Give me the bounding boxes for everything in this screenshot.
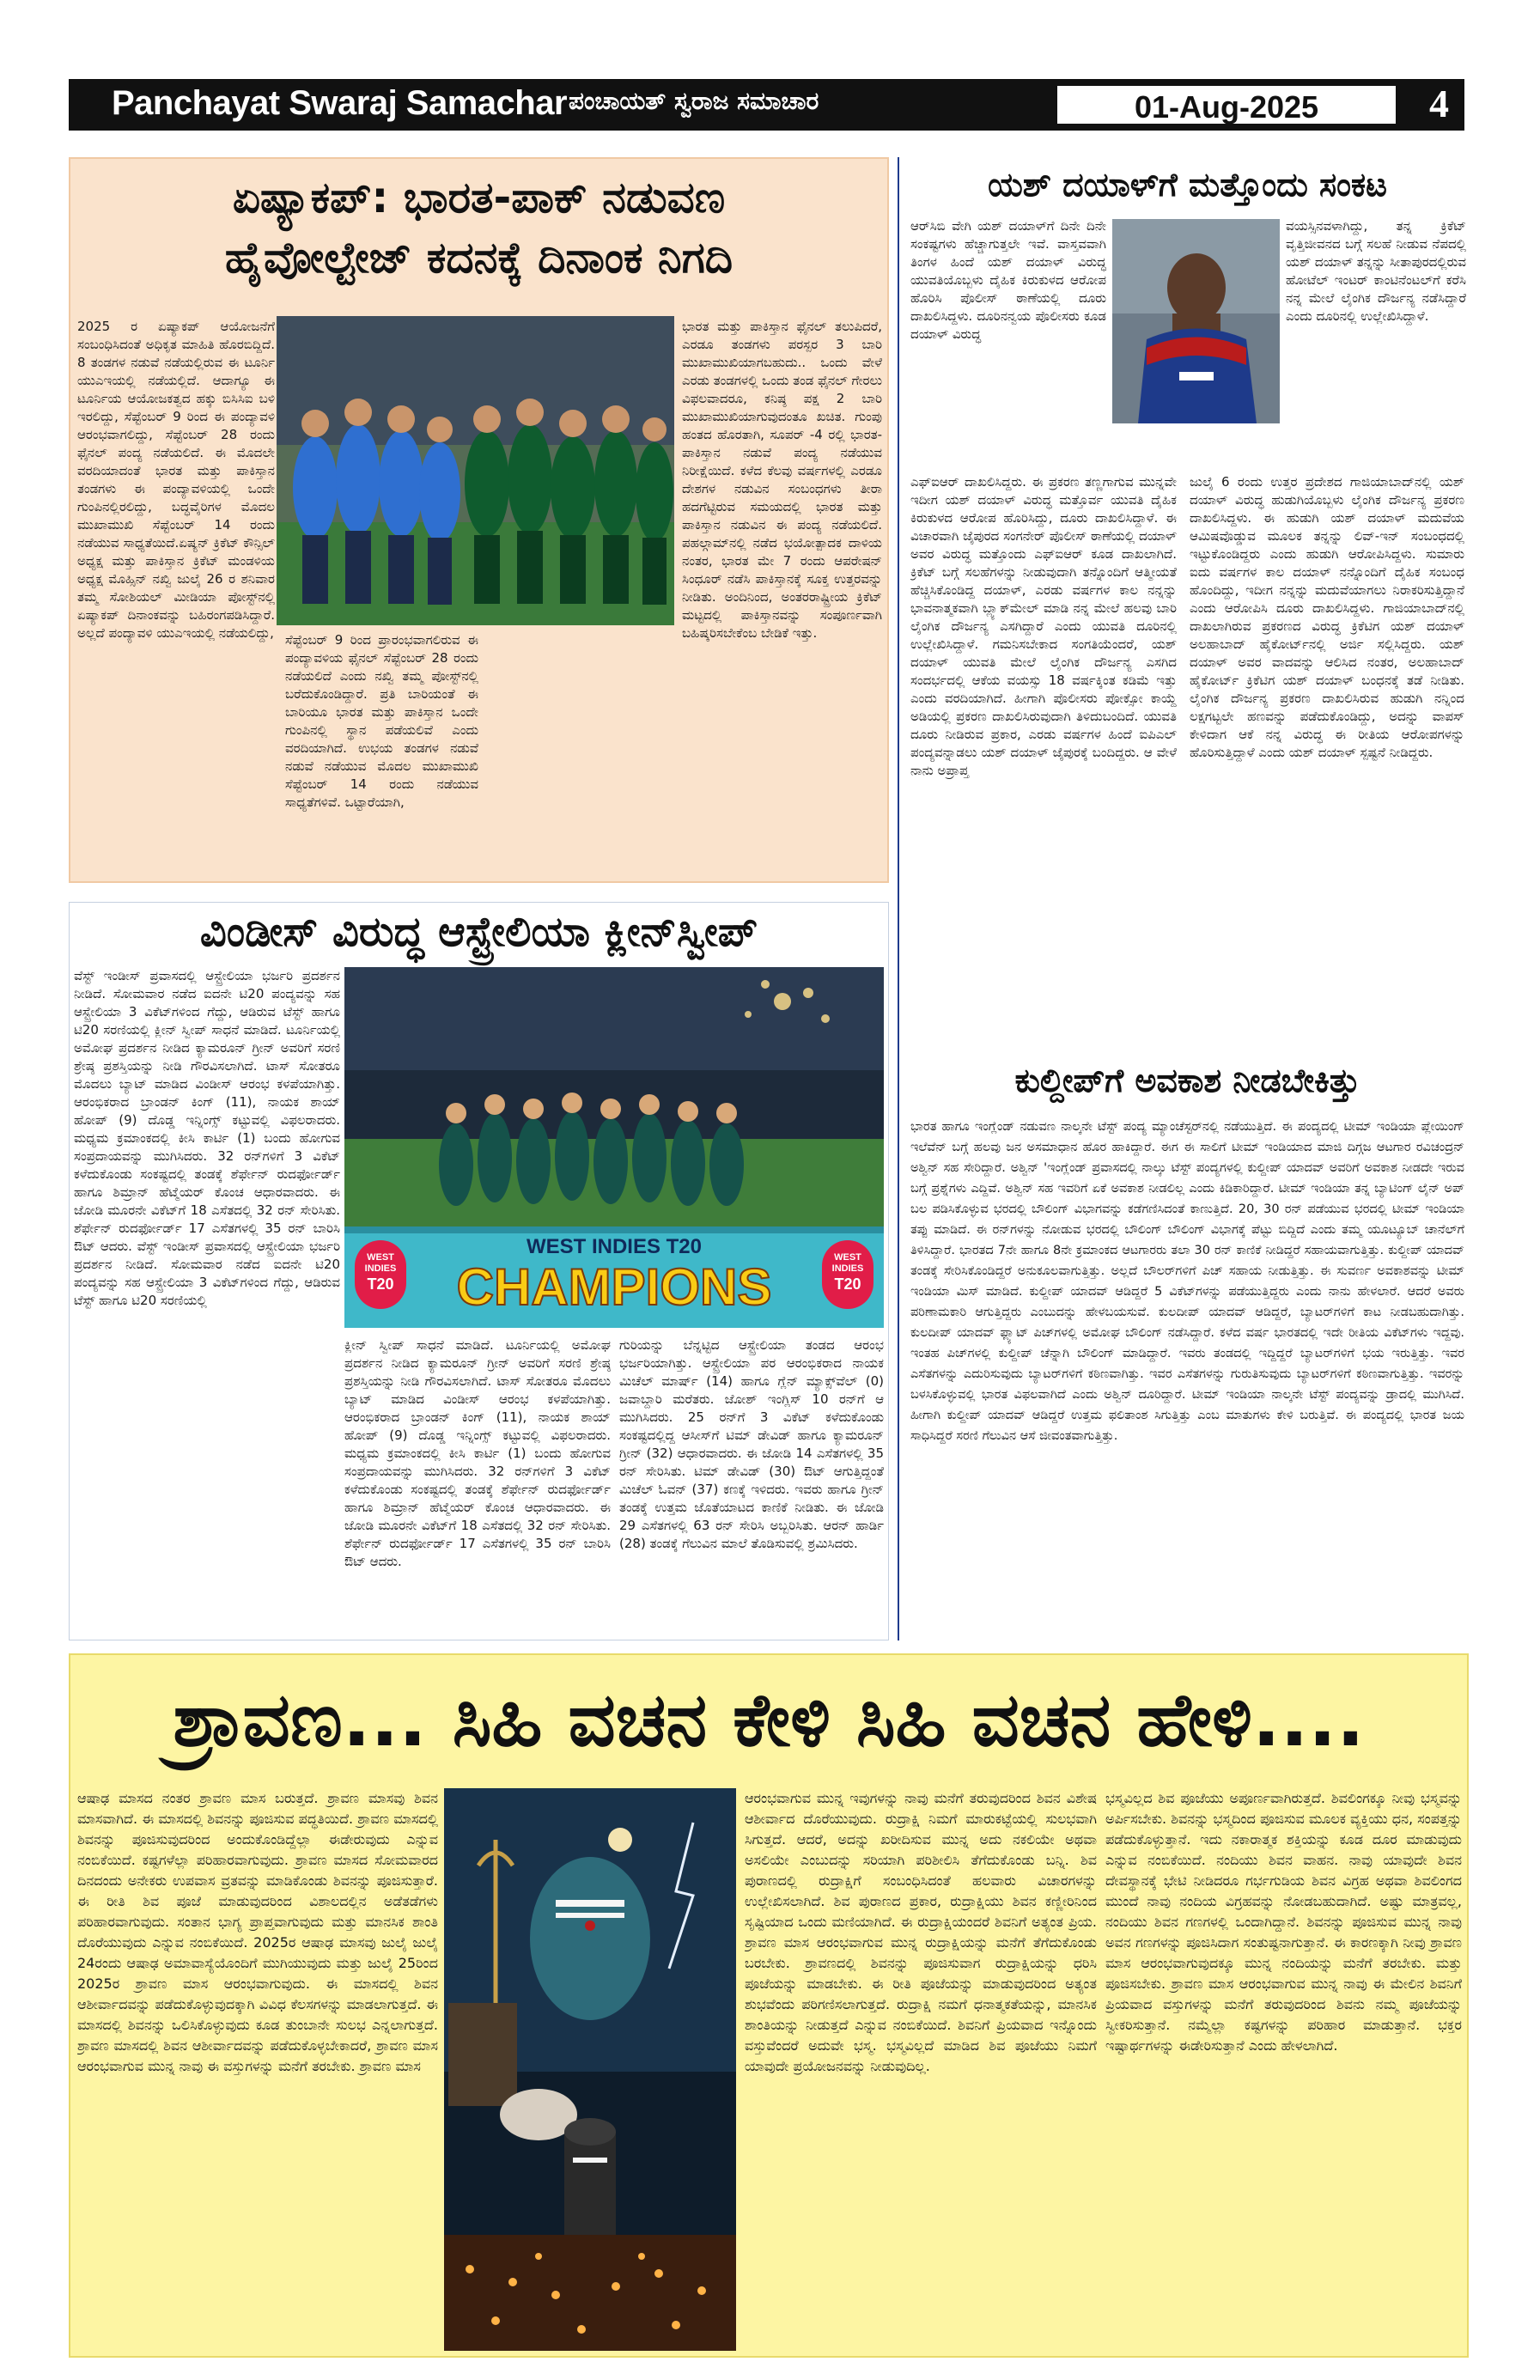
shravana-column-1: ಆಷಾಢ ಮಾಸದ ನಂತರ ಶ್ರಾವಣ ಮಾಸ ಬರುತ್ತದೆ. ಶ್ರಾವಣ ಮಾಸವು ಶಿವನ ಮಾಸವಾಗಿದೆ. ಈ ಮಾಸದಲ್ಲಿ ಶಿವನನ್ನು ಪೂಜಿಸುವ ಪದ್ಧತಿಯಿದೆ. ಶ್ರಾವಣ ಮಾಸದಲ್ಲಿ ಶಿವನನ್ನು ಪೂಜಿಸುವುದರಿಂದ ಅಂದುಕೊಂಡಿದ್ದೆಲ್ಲಾ ಈಡೇರುವುದು ಎನ್ನುವ ನಂಬಿಕೆಯಿದೆ. ಕಷ್ಟಗಳೆಲ್ಲಾ ಪರಿಹಾರವಾಗುವುದು. ಶ್ರಾವಣ ಮಾಸದ ಸೋಮವಾರದ ದಿನದಂದು ಅನೇಕರು ಉಪವಾಸ ವ್ರತವನ್ನು ಮಾಡಿಕೊಂಡು ಶಿವನನ್ನು ಪೂಜಿಸುತ್ತಾರೆ. ಈ ರೀತಿ ಶಿವ ಪೂಜೆ ಮಾಡುವುದರಿಂದ ವಿಶಾಲದಲ್ಲಿನ ಅಡೆತಡೆಗಳು ಪರಿಹಾರವಾಗುವುದು. ಸಂತಾನ ಭಾಗ್ಯ ಪ್ರಾಪ್ತವಾಗುವುದು ಮತ್ತು ಮಾನಸಿಕ ಶಾಂತಿ ದೊರೆಯುವುದು ಎನ್ನುವ ನಂಬಿಕೆಯಿದೆ. 2025ರ ಆಷಾಢ ಮಾಸವು ಜುಲೈ ಜುಲೈ 24ರಂದು ಆಷಾಢ ಅಮಾವಾಸ್ಯೆಯೊಂದಿಗೆ ಮುಗಿಯುವುದು ಮತ್ತು ಜುಲೈ 25ರಿಂದ 2025ರ ಶ್ರಾವಣ ಮಾಸ ಆರಂಭವಾಗುವುದು. ಈ ಮಾಸದಲ್ಲಿ ಶಿವನ ಆಶೀರ್ವಾದವನ್ನು ಪಡೆದುಕೊಳ್ಳುವುದಕ್ಕಾಗಿ ವಿವಿಧ ಕೆಲಸಗಳನ್ನು ಮಾಡಲಾಗುತ್ತದೆ. ಈ ಮಾಸದಲ್ಲಿ ಶಿವನನ್ನು ಒಲಿಸಿಕೊಳ್ಳುವುದು ಕೂಡ ತುಂಬಾನೇ ಸುಲಭ ಎನ್ನಲಾಗುತ್ತದೆ. ಶ್ರಾವಣ ಮಾಸದಲ್ಲಿ ಶಿವನ ಆಶೀರ್ವಾದವನ್ನು ಪಡೆದುಕೊಳ್ಳಬೇಕಾದರೆ, ಶ್ರಾವಣ ಮಾಸ ಆರಂಭವಾಗುವ ಮುನ್ನ ನಾವು ಈ ವಸ್ತುಗಳನ್ನು ಮನೆಗೆ ತರಬೇಕು. ಶ್ರಾವಣ ಮಾಸ [77, 1790, 438, 2074]
west-indies-t20-logo-left: WEST INDIES T20 [355, 1240, 406, 1309]
shiva-illustration [444, 1788, 736, 2351]
kuldeep-body: ಭಾರತ ಹಾಗೂ ಇಂಗ್ಲೆಂಡ್ ನಡುವಣ ನಾಲ್ಕನೇ ಟೆಸ್ಟ್ ಪಂದ್ಯ ಮ್ಯಾಂಚೆಸ್ಟರ್‌ನಲ್ಲಿ ನಡೆಯುತ್ತಿದೆ. ಈ ಪಂದ್ಯದಲ್ಲಿ ಟೀಮ್ ಇಂಡಿಯಾ ಪ್ಲೇಯಿಂಗ್ ಇಲೆವೆನ್ ಬಗ್ಗೆ ಹಲವು ಜನ ಅಸಮಾಧಾನ ಹೊರ ಹಾಕಿದ್ದಾರೆ. ಈಗ ಈ ಸಾಲಿಗೆ ಟೀಮ್ ಇಂಡಿಯಾದ ಮಾಜಿ ದಿಗ್ಗಜ ಆಟಗಾರ ರವಿಚಂದ್ರನ್ ಅಶ್ವಿನ್ ಸಹ ಸೇರಿದ್ದಾರೆ. ಅಶ್ವಿನ್ 'ಇಂಗ್ಲೆಂಡ್ ಪ್ರವಾಸದಲ್ಲಿ ನಾಲ್ಕು ಟೆಸ್ಟ್ ಪಂದ್ಯಗಳಲ್ಲಿ ಕುಲ್ದೀಪ್ ಯಾದವ್ ಅವರಿಗೆ ಅವಕಾಶ ನೀಡದೇ ಇರುವ ಬಗ್ಗೆ ಪ್ರಶ್ನೆಗಳು ಎದ್ದಿವೆ. ಅಶ್ವಿನ್ ಸಹ ಇವರಿಗೆ ಏಕೆ ಅವಕಾಶ ನೀಡಲಿಲ್ಲ ಎಂದು ಕಿಡಿಕಾರಿದ್ದಾರೆ. ಟೀಮ್ ಇಂಡಿಯಾ ತನ್ನ ಬ್ಯಾಟಿಂಗ್ ಲೈನ್ ಅಪ್ ಬಲ ಪಡಿಸಿಕೊಳ್ಳುವ ಭರದಲ್ಲಿ ಬೌಲಿಂಗ್ ವಿಭಾಗವನ್ನು ಕಡೆಗಣಿಸಿದಂತೆ ಕಾಣುತ್ತಿದೆ. 20, 30 ರನ್ ಪಡೆಯುವ ಭರದಲ್ಲಿ ಟೀಮ್ ಇಂಡಿಯಾ ತಪ್ಪು ಮಾಡಿದೆ. ಈ ರನ್‌ಗಳನ್ನು ನೋಡುವ ಭರದಲ್ಲಿ ಬೌಲಿಂಗ್ ಬೌಲಿಂಗ್ ವಿಭಾಗಕ್ಕೆ ಪೆಟ್ಟು ಬಿದ್ದಿದೆ ಎಂದು ತಮ್ಮ ಯೂಟ್ಯೂಬ್ ಚಾನೆಲ್‌ಗೆ ತಿಳಿಸಿದ್ದಾರೆ. ಭಾರತದ 7ನೇ ಹಾಗೂ 8ನೇ ಕ್ರಮಾಂಕದ ಆಟಗಾರರು ತಲಾ 30 ರನ್ ಕಾಣಿಕೆ ನೀಡಿದ್ದರೆ ಸಹಾಯವಾಗುತ್ತಿತ್ತು. ಕುಲ್ದೀಪ್ ಯಾದವ್ ತಂಡಕ್ಕೆ ಸೇರಿಸಿಕೊಂಡಿದ್ದರೆ ಅನುಕೂಲವಾಗುತ್ತಿತ್ತು. ಅಲ್ಲದೆ ಬೌಲರ್‌ಗಳಿಗೆ ಪಿಚ್ ಸಹಾಯ ನೀಡುತ್ತಿತ್ತು. ಈ ಸುವರ್ಣ ಅವಕಾಶವನ್ನು ಟೀಮ್ ಇಂಡಿಯಾ ಮಿಸ್ ಮಾಡಿದೆ. ಕುಲ್ದೀಪ್ ಯಾದವ್ ಆಡಿದ್ದರೆ 5 ವಿಕೆಟ್‌ಗಳನ್ನು ಪಡೆಯುತ್ತಿದ್ದರು ಎಂದು ನಾನು ಹೇಳಲಾರೆ. ಆದರೆ ಅವರು ಪರಿಣಾಮಕಾರಿ ಆಗುತ್ತಿದ್ದರು ಎಂಬುದನ್ನು ಹೇಳಬಯಸುವೆ. ಕುಲದೀಪ್ ಯಾದವ್ ಆಡಿದ್ದರೆ, ಬ್ಯಾಟರ್‌ಗಳಿಗೆ ಕಾಟ ನೀಡಬಹುದಾಗಿತ್ತು. ಕುಲದೀಪ್ ಯಾದವ್ ಫ್ಲ್ಯಾಟ್ ಪಿಚ್‌ಗಳಲ್ಲಿ ಅಮೋಘ ಬೌಲಿಂಗ್ ನಡೆಸಿದ್ದಾರೆ. ಕಳೆದ ವರ್ಷ ಭಾರತದಲ್ಲಿ ಇದೇ ರೀತಿಯ ವಿಕೆಟ್‌ಗಳು ಇದ್ದವು. ಇಂತಹ ಪಿಚ್‌ಗಳಲ್ಲಿ ಕುಲ್ದೀಪ್ ಚೆನ್ನಾಗಿ ಬೌಲಿಂಗ್ ಮಾಡಿದ್ದಾರೆ. ಇವರು ತಂಡದಲ್ಲಿ ಇದ್ದಿದ್ದರೆ ಬ್ಯಾಟರ್‌ಗಳಿಗೆ ಭಯ ಇರುತ್ತಿತ್ತು. ಇವರ ಎಸೆತಗಳನ್ನು ಎದುರಿಸುವುದು ಬ್ಯಾಟರ್‌ಗಳಿಗೆ ಕಠಿಣವಾಗಿತ್ತು. ಇವರ ಎಸೆತಗಳನ್ನು ಗುರುತಿಸುವುದು ಬ್ಯಾಟರ್‌ಗಳಿಗೆ ಕಠಿಣವಾಗುತ್ತಿತ್ತು. ಇವರನ್ನು ಬಳಸಿಕೊಳ್ಳುವಲ್ಲಿ ಭಾರತ ವಿಫಲವಾಗಿದೆ ಎಂದು ಅಶ್ವಿನ್ ದೂರಿದ್ದಾರೆ. ಟೀಮ್ ಇಂಡಿಯಾ ನಾಲ್ಕನೇ ಟೆಸ್ಟ್ ಪಂದ್ಯವನ್ನು ಡ್ರಾದಲ್ಲಿ ಮುಗಿಸಿದೆ. ಹೀಗಾಗಿ ಕುಲ್ದೀಪ್ ಯಾದವ್ ಆಡಿದ್ದರೆ ಉತ್ತಮ ಫಲಿತಾಂಶ ಸಿಗುತ್ತಿತ್ತು ಎಂಬ ಮಾತುಗಳು ಕೇಳಿ ಬರುತ್ತಿವೆ. ಈ ಪಂದ್ಯದಲ್ಲಿ ಭಾರತ ಜಯ ಸಾಧಿಸಿದ್ದರೆ ಸರಣಿ ಗೆಲುವಿನ ಆಸೆ ಜೀವಂತವಾಗುತ್ತಿತ್ತು. [910, 1120, 1464, 1443]
shravana-headline: ಶ್ರಾವಣ... ಸಿಹಿ ವಚನ ಕೇಳಿ ಸಿಹಿ ವಚನ ಹೇಳಿ.... [173, 1677, 1365, 1763]
asia-cup-column-1: 2025 ರ ಏಷ್ಯಾಕಪ್ ಆಯೋಜನೆಗೆ ಸಂಬಂಧಿಸಿದಂತೆ ಅಧಿಕೃತ ಮಾಹಿತಿ ಹೊರಬಿದ್ದಿದೆ. 8 ತಂಡಗಳ ನಡುವೆ ನಡೆಯಲ್ಲಿರುವ ಈ ಟೂರ್ನಿ ಯುಎಇಯಲ್ಲಿ ನಡೆಯಲ್ಲಿದೆ. ಆದಾಗ್ಯೂ ಈ ಟೂರ್ನಿಯ ಆಯೋಜಕತ್ವದ ಹಕ್ಕು ಬಿಸಿಸಿಐ ಬಳಿ ಇರಲಿದ್ದು, ಸೆಪ್ಟೆಂಬರ್ 9 ರಿಂದ ಈ ಪಂದ್ಯಾವಳಿ ಆರಂಭವಾಗಲಿದ್ದು, ಸೆಪ್ಟೆಂಬರ್ 28 ರಂದು ಫೈನಲ್ ಪಂದ್ಯ ನಡೆಯಲಿದೆ. ಈ ಮೊದಲೇ ವರದಿಯಾದಂತೆ ಭಾರತ ಮತ್ತು ಪಾಕಿಸ್ತಾನ ತಂಡಗಳು ಈ ಪಂದ್ಯಾವಳಿಯಲ್ಲಿ ಒಂದೇ ಗುಂಪಿನಲ್ಲಿರಲಿದ್ದು, ಬದ್ಧವೈರಿಗಳ ಮೊದಲ ಮುಖಾಮುಖಿ ಸೆಪ್ಟೆಂಬರ್ 14 ರಂದು ನಡೆಯುವ ಸಾಧ್ಯತೆಯಿದೆ.ಏಷ್ಯನ್ ಕ್ರಿಕೆಟ್ ಕೌನ್ಸಿಲ್ ಅಧ್ಯಕ್ಷ ಮತ್ತು ಪಾಕಿಸ್ತಾನ ಕ್ರಿಕೆಟ್ ಮಂಡಳಿಯ ಅಧ್ಯಕ್ಷ ಮೊಹ್ಸಿನ್ ನಖ್ವಿ ಜುಲೈ 26 ರ ಶನಿವಾರ ತಮ್ಮ ಸೋಶಿಯಲ್ ಮೀಡಿಯಾ ಪೋಸ್ಟ್‌ನಲ್ಲಿ ಏಷ್ಯಾಕಪ್ ದಿನಾಂಕವನ್ನು ಬಹಿರಂಗಪಡಿಸಿದ್ದಾರೆ. ಅಲ್ಲದೆ ಪಂದ್ಯಾವಳಿ ಯುಎಇಯಲ್ಲಿ ನಡೆಯಲಿದ್ದು, [77, 319, 275, 641]
asia-cup-column-2: ಸೆಪ್ಟೆಂಬರ್ 9 ರಿಂದ ಪ್ರಾರಂಭವಾಗಲಿರುವ ಈ ಪಂದ್ಯಾವಳಿಯ ಫೈನಲ್ ಸೆಪ್ಟೆಂಬರ್ 28 ರಂದು ನಡೆಯಲಿದೆ ಎಂದು ನಖ್ವಿ ತಮ್ಮ ಪೋಸ್ಟ್‌ನಲ್ಲಿ ಬರೆದುಕೊಂಡಿದ್ದಾರೆ. ಪ್ರತಿ ಬಾರಿಯಂತೆ ಈ ಬಾರಿಯೂ ಭಾರತ ಮತ್ತು ಪಾಕಿಸ್ತಾನ ಒಂದೇ ಗುಂಪಿನಲ್ಲಿ ಸ್ಥಾನ ಪಡೆಯಲಿವೆ ಎಂದು ವರದಿಯಾಗಿದೆ. ಉಭಯ ತಂಡಗಳ ನಡುವೆ ನಡುವೆ ನಡೆಯುವ ಮೊದಲ ಮುಖಾಮುಖಿ ಸೆಪ್ಟೆಂಬರ್ 14 ರಂದು ನಡೆಯುವ ಸಾಧ್ಯತೆಗಳಿವೆ. ಒಟ್ಟಾರೆಯಾಗಿ, [285, 632, 478, 810]
yash-dayal-column-2-top: ವಯಸ್ಸಿನವಳಾಗಿದ್ದು, ತನ್ನ ಕ್ರಿಕೆಟ್ ವೃತ್ತಿಜೀವನದ ಬಗ್ಗೆ ಸಲಹೆ ನೀಡುವ ನೆಪದಲ್ಲಿ ಯಶ್ ದಯಾಳ್ ತನ್ನನ್ನು ಸೀತಾಪುರದಲ್ಲಿರುವ ಹೋಟೆಲ್ ಇಂಟರ್ ಕಾಂಟಿನೆಂಟಲ್‌ಗೆ ಕರೆಸಿ ನನ್ನ ಮೇಲೆ ಲೈಂಗಿಕ ದೌರ್ಜನ್ಯ ನಡೆಸಿದ್ದಾರೆ ಎಂದು ದೂರಿನಲ್ಲಿ ಉಲ್ಲೇಖಿಸಿದ್ದಾಳೆ. [1286, 218, 1466, 324]
yash-dayal-column-2-bottom: ಜುಲೈ 6 ರಂದು ಉತ್ತರ ಪ್ರದೇಶದ ಗಾಜಿಯಾಬಾದ್‌ನಲ್ಲಿ ಯಶ್ ದಯಾಳ್ ವಿರುದ್ಧ ಹುಡುಗಿಯೊಬ್ಬಳು ಲೈಂಗಿಕ ದೌರ್ಜನ್ಯ ಪ್ರಕರಣ ದಾಖಲಿಸಿದ್ದಳು. ಈ ಹುಡುಗಿ ಯಶ್ ದಯಾಳ್ ಮದುವೆಯ ಆಮಿಷವೊಡ್ಡುವ ಮೂಲಕ ತನ್ನನ್ನು ಲಿವ್-ಇನ್ ಸಂಬಂಧದಲ್ಲಿ ಇಟ್ಟುಕೊಂಡಿದ್ದರು ಎಂದು ಹುಡುಗಿ ಆರೋಪಿಸಿದ್ದಳು. ಸುಮಾರು ಐದು ವರ್ಷಗಳ ಕಾಲ ದಯಾಳ್ ನನ್ನೊಂದಿಗೆ ದೈಹಿಕ ಸಂಬಂಧ ಹೊಂದಿದ್ದು, ಇದೀಗ ನನ್ನನ್ನು ಮದುವೆಯಾಗಲು ನಿರಾಕರಿಸುತ್ತಿದ್ದಾನೆ ಎಂದು ಆರೋಪಿಸಿ ದೂರು ದಾಖಲಿಸಿದ್ದಳು. ಗಾಜಿಯಾಬಾದ್‌ನಲ್ಲಿ ದಾಖಲಾಗಿರುವ ಪ್ರಕರಣದ ವಿರುದ್ಧ ಕ್ರಿಕೆಟಿಗ ಯಶ್ ದಯಾಳ್ ಅಲಹಾಬಾದ್ ಹೈಕೋರ್ಟ್‌ನಲ್ಲಿ ಅರ್ಜಿ ಸಲ್ಲಿಸಿದ್ದರು. ಯಶ್ ದಯಾಳ್ ಅವರ ವಾದವನ್ನು ಆಲಿಸಿದ ನಂತರ, ಅಲಹಾಬಾದ್ ಹೈಕೋರ್ಟ್ ಕ್ರಿಕೆಟಿಗ ಯಶ್ ದಯಾಳ್ ಬಂಧನಕ್ಕೆ ತಡೆ ನೀಡಿತು. ಲೈಂಗಿಕ ದೌರ್ಜನ್ಯ ಪ್ರಕರಣ ದಾಖಲಿಸಿರುವ ಹುಡುಗಿ ನನ್ನಿಂದ ಲಕ್ಷಗಟ್ಟಲೇ ಹಣವನ್ನು ಪಡೆದುಕೊಂಡಿದ್ದು, ಅದನ್ನು ವಾಪಸ್ ಕೇಳಿದಾಗ ಆಕೆ ನನ್ನ ವಿರುದ್ಧ ಈ ರೀತಿಯ ಆರೋಪಗಳನ್ನು ಹೊರಿಸುತ್ತಿದ್ದಾಳೆ ಎಂದು ಯಶ್ ದಯಾಳ್ ಸ್ಪಷ್ಟನೆ ನೀಡಿದ್ದರು. [1190, 474, 1464, 760]
asia-cup-headline-line2: ಹೈವೋಲ್ಟೇಜ್ ಕದನಕ್ಕೆ ದಿನಾಂಕ ನಿಗದಿ [224, 233, 733, 283]
masthead [69, 79, 1464, 131]
yash-dayal-column-1-top: ಆರ್‌ಸಿಬಿ ವೇಗಿ ಯಶ್ ದಯಾಳ್‌ಗೆ ದಿನೇ ದಿನೇ ಸಂಕಷ್ಟಗಳು ಹೆಚ್ಚಾಗುತ್ತಲೇ ಇವೆ. ವಾಸ್ತವವಾಗಿ ತಿಂಗಳ ಹಿಂದೆ ಯಶ್ ದಯಾಳ್ ವಿರುದ್ಧ ಯುವತಿಯೊಬ್ಬಳು ದೈಹಿಕ ಕಿರುಕುಳದ ಆರೋಪ ಹೊರಿಸಿ ಪೊಲೀಸ್ ಠಾಣೆಯಲ್ಲಿ ದೂರು ದಾಖಲಿಸಿದ್ದಳು. ದೂರಿನನ್ವಯ ಪೊಲೀಸರು ಕೂಡ ದಯಾಳ್ ವಿರುದ್ಧ [910, 218, 1106, 342]
shravana-column-2: ಆರಂಭವಾಗುವ ಮುನ್ನ ಇವುಗಳನ್ನು ನಾವು ಮನೆಗೆ ತರುವುದರಿಂದ ಶಿವನ ವಿಶೇಷ ಆಶೀರ್ವಾದ ದೊರೆಯುವುದು. ರುದ್ರಾಕ್ಷಿ ನಿಮಗೆ ಮಾರುಕಟ್ಟೆಯಲ್ಲಿ ಸುಲಭವಾಗಿ ಸಿಗುತ್ತದೆ. ಆದರೆ, ಅದನ್ನು ಖರೀದಿಸುವ ಮುನ್ನ ಅದು ನಕಲಿಯೇ ಅಥವಾ ಅಸಲಿಯೇ ಎಂಬುದನ್ನು ಸರಿಯಾಗಿ ಪರಿಶೀಲಿಸಿ ತೆಗೆದುಕೊಂಡು ಬನ್ನಿ. ಶಿವ ಪುರಾಣದಲ್ಲಿ ರುದ್ರಾಕ್ಷಿಗೆ ಸಂಬಂಧಿಸಿದಂತೆ ಹಲವಾರು ವಿಚಾರಗಳನ್ನು ಉಲ್ಲೇಖಿಸಲಾಗಿದೆ. ಶಿವ ಪುರಾಣದ ಪ್ರಕಾರ, ರುದ್ರಾಕ್ಷಿಯು ಶಿವನ ಕಣ್ಣೀರಿನಿಂದ ಸೃಷ್ಟಿಯಾದ ಒಂದು ಮಣಿಯಾಗಿದೆ. ಈ ರುದ್ರಾಕ್ಷಿಯಂದರೆ ಶಿವನಿಗೆ ಅತ್ಯಂತ ಪ್ರಿಯ. ಶ್ರಾವಣ ಮಾಸ ಆರಂಭವಾಗುವ ಮುನ್ನ ರುದ್ರಾಕ್ಷಿಯನ್ನು ಮನೆಗೆ ತೆಗೆದುಕೊಂಡು ಬರಬೇಕು. ಶ್ರಾವಣದಲ್ಲಿ ಶಿವನನ್ನು ಪೂಜಿಸುವಾಗ ರುದ್ರಾಕ್ಷಿಯನ್ನು ಧರಿಸಿ ಪೂಜೆಯನ್ನು ಮಾಡಬೇಕು. ಈ ರೀತಿ ಪೂಜೆಯನ್ನು ಮಾಡುವುದರಿಂದ ಅತ್ಯಂತ ಶುಭವೆಂದು ಪರಿಗಣಿಸಲಾಗುತ್ತದೆ. ರುದ್ರಾಕ್ಷಿ ನಮಗೆ ಧನಾತ್ಮಕತೆಯನ್ನು, ಮಾನಸಿಕ ಶಾಂತಿಯನ್ನು ನೀಡುತ್ತದೆ ಎನ್ನುವ ನಂಬಿಕೆಯಿದೆ. ಶಿವನಿಗೆ ಪ್ರಿಯವಾದ ಇನ್ನೊಂದು ವಸ್ತುವೆಂದರೆ ಅದುವೇ ಭಸ್ಮ. ಭಸ್ಮವಿಲ್ಲದೆ ಮಾಡಿದ ಶಿವ ಪೂಜೆಯು ನಿಮಗೆ ಯಾವುದೇ ಪ್ರಯೋಜನವನ್ನು ನೀಡುವುದಿಲ್ಲ. [745, 1790, 1097, 2074]
windies-column-2: ಕ್ಲೀನ್ ಸ್ವೀಪ್ ಸಾಧನೆ ಮಾಡಿದೆ. ಟೂರ್ನಿಯಲ್ಲಿ ಅಮೋಘ ಪ್ರದರ್ಶನ ನೀಡಿದ ಕ್ಯಾಮರೂನ್ ಗ್ರೀನ್ ಅವರಿಗೆ ಸರಣಿ ಶ್ರೇಷ್ಠ ಪ್ರಶಸ್ತಿಯನ್ನು ನೀಡಿ ಗೌರವಿಸಲಾಗಿದೆ. ಟಾಸ್ ಸೋತರೂ ಮೊದಲು ಬ್ಯಾಟ್ ಮಾಡಿದ ವಿಂಡೀಸ್ ಆರಂಭ ಕಳಪೆಯಾಗಿತ್ತು. ಆರಂಭಿಕರಾದ ಬ್ರಾಂಡನ್ ಕಿಂಗ್ (11), ನಾಯಕ ಶಾಯ್ ಹೋಪ್ (9) ದೊಡ್ಡ ಇನ್ನಿಂಗ್ಸ್ ಕಟ್ಟುವಲ್ಲಿ ವಿಫಲರಾದರು. ಮಧ್ಯಮ ಕ್ರಮಾಂಕದಲ್ಲಿ ಕೀಸಿ ಕಾರ್ಟಿ (1) ಬಂದು ಹೋಗುವ ಸಂಪ್ರದಾಯವನ್ನು ಮುಗಿಸಿದರು. 32 ರನ್‌ಗಳಿಗೆ 3 ವಿಕೆಟ್ ಕಳೆದುಕೊಂಡು ಸಂಕಷ್ಟದಲ್ಲಿ ತಂಡಕ್ಕೆ ಶೆರ್ಫೇನ್ ರುದರ್ಫೋರ್ಡ್ ಹಾಗೂ ಶಿಮ್ರಾನ್ ಹೆಟ್ಮೆಯರ್ ಕೊಂಚ ಆಧಾರವಾದರು. ಈ ಜೋಡಿ ಮೂರನೇ ವಿಕೆಟ್‌ಗೆ 18 ಎಸೆತದಲ್ಲಿ 32 ರನ್ ಸೇರಿಸಿತು. ಶೆರ್ಫೇನ್ ರುದರ್ಫೋರ್ಡ್ 17 ಎಸೆತಗಳಲ್ಲಿ 35 ರನ್ ಬಾರಿಸಿ ಔಟ್ ಆದರು. [344, 1337, 611, 1569]
yash-dayal-headline: ಯಶ್ ದಯಾಳ್‌ಗೆ ಮತ್ತೊಂದು ಸಂಕಟ [988, 166, 1387, 204]
article-kuldeep [906, 1048, 1469, 1640]
yash-dayal-photo [1112, 219, 1280, 423]
australia-champions-photo [344, 967, 884, 1328]
banner-subtitle: WEST INDIES T20 [526, 1235, 703, 1258]
column-divider [898, 157, 899, 1640]
article-shravana [69, 1653, 1469, 2358]
india-pakistan-players-photo [277, 316, 674, 625]
banner-champions: CHAMPIONS [456, 1258, 772, 1316]
article-yash-dayal [906, 157, 1469, 1038]
windies-headline: ವಿಂಡೀಸ್ ವಿರುದ್ಧ ಆಸ್ಟ್ರೇಲಿಯಾ ಕ್ಲೀನ್‌ಸ್ವೀಪ್ [199, 908, 758, 956]
page-number: 4 [1429, 82, 1449, 125]
windies-column-3: ಗುರಿಯನ್ನು ಬೆನ್ನಟ್ಟಿದ ಆಸ್ಟ್ರೇಲಿಯಾ ತಂಡದ ಆರಂಭ ಭರ್ಜರಿಯಾಗಿತ್ತು. ಆಸ್ಟ್ರೇಲಿಯಾ ಪರ ಆರಂಭಿಕರಾದ ನಾಯಕ ಮಿಚೆಲ್ ಮಾರ್ಷ್ (14) ಹಾಗೂ ಗ್ಲೆನ್ ಮ್ಯಾಕ್ಸ್‌ವೆಲ್ (0) ಜವಾಬ್ದಾರಿ ಮರೆತರು. ಜೋಶ್ ಇಂಗ್ಲಿಸ್ 10 ರನ್‌ಗೆ ಆ ಮುಗಿಸಿದರು. 25 ರನ್‌ಗೆ 3 ವಿಕೆಟ್ ಕಳೆದುಕೊಂಡು ಸಂಕಷ್ಟದಲ್ಲಿದ್ದ ಆಸೀಸ್‌ಗೆ ಟಿಮ್ ಡೇವಿಡ್ ಹಾಗೂ ಕ್ಯಾಮರೂನ್ ಗ್ರೀನ್ (32) ಆಧಾರವಾದರು. ಈ ಜೋಡಿ 14 ಎಸೆತಗಳಲ್ಲಿ 35 ರನ್ ಸೇರಿಸಿತು. ಟಿಮ್ ಡೇವಿಡ್ (30) ಔಟ್ ಆಗುತ್ತಿದ್ದಂತೆ ಮಿಚೆಲ್ ಓವನ್ (37) ಕಣಕ್ಕೆ ಇಳಿದರು. ಇವರು ಹಾಗೂ ಗ್ರೀನ್ ತಂಡಕ್ಕೆ ಉತ್ತಮ ಜೊತೆಯಾಟದ ಕಾಣಿಕೆ ನೀಡಿತು. ಈ ಜೋಡಿ 29 ಎಸೆತಗಳಲ್ಲಿ 63 ರನ್ ಸೇರಿಸಿ ಅಬ್ಬರಿಸಿತು. ಆರನ್ ಹಾರ್ಡಿ (28) ತಂಡಕ್ಕೆ ಗೆಲುವಿನ ಮಾಲೆ ತೊಡಿಸುವಲ್ಲಿ ಶ್ರಮಿಸಿದರು. [619, 1337, 884, 1551]
asia-cup-headline-line1: ಏಷ್ಯಾಕಪ್: ಭಾರತ-ಪಾಕ್ ನಡುವಣ [232, 173, 726, 222]
shravana-column-3: ಭಸ್ಮವಿಲ್ಲದ ಶಿವ ಪೂಜೆಯು ಅಪೂರ್ಣವಾಗಿರುತ್ತದೆ. ಶಿವಲಿಂಗಕ್ಕೂ ನೀವು ಭಸ್ಮವನ್ನು ಅರ್ಪಿಸಬೇಕು. ಶಿವನನ್ನು ಭಸ್ಮದಿಂದ ಪೂಜಿಸುವ ಮೂಲಕ ವ್ಯಕ್ತಿಯು ಧನ, ಸಂಪತ್ತನ್ನು ಪಡೆದುಕೊಳ್ಳುತ್ತಾನೆ. ಇದು ನಕಾರಾತ್ಮಕ ಶಕ್ತಿಯನ್ನು ಕೂಡ ದೂರ ಮಾಡುವುದು ಎನ್ನುವ ನಂಬಿಕೆಯಿದೆ. ನಂದಿಯು ಶಿವನ ವಾಹನ. ನಾವು ಯಾವುದೇ ಶಿವನ ದೇವಸ್ಥಾನಕ್ಕೆ ಭೇಟಿ ನೀಡಿದರೂ ಗರ್ಭಗುಡಿಯ ಶಿವನ ವಿಗ್ರಹ ಅಥವಾ ಶಿವಲಿಂಗದ ಮುಂದೆ ನಾವು ನಂದಿಯ ವಿಗ್ರಹವನ್ನು ನೋಡಬಹುದಾಗಿದೆ. ಅಷ್ಟು ಮಾತ್ರವಲ್ಲ, ನಂದಿಯು ಶಿವನ ಗಣಗಳಲ್ಲಿ ಒಂದಾಗಿದ್ದಾನೆ. ಶಿವನನ್ನು ಪೂಜಿಸುವ ಮುನ್ನ ನಾವು ಅವನ ಗಣಗಳನ್ನು ಪೂಜಿಸಿದಾಗ ಸಂತುಷ್ಟನಾಗುತ್ತಾನೆ. ಈ ಕಾರಣಕ್ಕಾಗಿ ನೀವು ಶ್ರಾವಣ ಮಾಸ ಆರಂಭವಾಗುವುದಕ್ಕೂ ಮುನ್ನ ನಂದಿಯನ್ನು ಮನೆಗೆ ತರಬೇಕು. ಮತ್ತು ಪೂಜಿಸಬೇಕು. ಶ್ರಾವಣ ಮಾಸ ಆರಂಭವಾಗುವ ಮುನ್ನ ನಾವು ಈ ಮೇಲಿನ ಶಿವನಿಗೆ ಪ್ರಿಯವಾದ ವಸ್ತುಗಳನ್ನು ಮನೆಗೆ ತರುವುದರಿಂದ ಶಿವನು ನಮ್ಮ ಪೂಜೆಯನ್ನು ಸ್ವೀಕರಿಸುತ್ತಾನೆ. ನಮ್ಮೆಲ್ಲಾ ಕಷ್ಟಗಳನ್ನು ಪರಿಹಾರ ಮಾಡುತ್ತಾನೆ. ಭಕ್ತರ ಇಷ್ಟಾರ್ಥಗಳನ್ನು ಈಡೇರಿಸುತ್ತಾನೆ ಎಂದು ಹೇಳಲಾಗಿದೆ. [1105, 1790, 1462, 2054]
article-asia-cup [69, 157, 889, 883]
asia-cup-column-3: ಭಾರತ ಮತ್ತು ಪಾಕಿಸ್ತಾನ ಫೈನಲ್ ತಲುಪಿದರೆ, ಎರಡೂ ತಂಡಗಳು ಪರಸ್ಪರ 3 ಬಾರಿ ಮುಖಾಮುಖಿಯಾಗಬಹುದು.. ಒಂದು ವೇಳೆ ಎರಡು ತಂಡಗಳಲ್ಲಿ ಒಂದು ತಂಡ ಫೈನಲ್ ಗೇರಲು ವಿಫಲವಾದರೂ, ಕನಿಷ್ಠ ಪಕ್ಷ 2 ಬಾರಿ ಮುಖಾಮುಖಿಯಾಗುವುದಂತೂ ಖಚಿತ. ಗುಂಪು ಹಂತದ ಹೊರತಾಗಿ, ಸೂಪರ್ -4 ರಲ್ಲಿ ಭಾರತ-ಪಾಕಿಸ್ತಾನ ನಡುವೆ ಪಂದ್ಯ ನಡೆಯುವ ನಿರೀಕ್ಷೆಯಿದೆ. ಕಳೆದ ಕೆಲವು ವರ್ಷಗಳಲ್ಲಿ ಎರಡೂ ದೇಶಗಳ ನಡುವಿನ ಸಂಬಂಧಗಳು ತೀರಾ ಹದಗೆಟ್ಟಿರುವ ಸಮಯದಲ್ಲಿ ಭಾರತ ಮತ್ತು ಪಾಕಿಸ್ತಾನ ನಡುವಿನ ಈ ಪಂದ್ಯ ನಡೆಯಲಿದೆ. ಪಹಲ್ಗಾಮ್‌ನಲ್ಲಿ ನಡೆದ ಭಯೋತ್ಪಾದಕ ದಾಳಿಯ ನಂತರ, ಭಾರತ ಮೇ 7 ರಂದು ಆಪರೇಷನ್ ಸಿಂಧೂರ್ ನಡೆಸಿ ಪಾಕಿಸ್ತಾನಕ್ಕೆ ಸೂಕ್ತ ಉತ್ತರವನ್ನು ನೀಡಿತು. ಅಂದಿನಿಂದ, ಅಂತರರಾಷ್ಟ್ರೀಯ ಕ್ರಿಕೆಟ್ ಮಟ್ಟದಲ್ಲಿ ಪಾಕಿಸ್ತಾನವನ್ನು ಸಂಪೂರ್ಣವಾಗಿ ಬಹಿಷ್ಕರಿಸಬೇಕೆಂಬ ಬೇಡಿಕೆ ಇತ್ತು. [682, 319, 882, 641]
issue-date: 01-Aug-2025 [1055, 83, 1398, 126]
article-windies-clean-sweep [69, 902, 889, 1640]
masthead-title-en: Panchayat Swaraj Samachar [112, 84, 568, 122]
yash-dayal-column-1-bottom: ಎಫ್‌ಐಆರ್ ದಾಖಲಿಸಿದ್ದರು. ಈ ಪ್ರಕರಣ ತಣ್ಣಗಾಗುವ ಮುನ್ನವೇ ಇದೀಗ ಯಶ್ ದಯಾಳ್ ವಿರುದ್ಧ ಮತ್ತೊರ್ವ ಯುವತಿ ದೈಹಿಕ ಕಿರುಕುಳದ ಆರೋಪ ಹೊರಿಸಿದ್ದು, ದೂರು ದಾಖಲಿಸಿದ್ದಾಳೆ. ಈ ವಿಚಾರವಾಗಿ ಜೈಪುರದ ಸಂಗನೇರ್ ಪೊಲೀಸ್ ಠಾಣೆಯಲ್ಲಿ ದಯಾಳ್ ಅವರ ವಿರುದ್ಧ ಮತ್ತೊಂದು ಎಫ್‌ಐಆರ್ ಕೂಡ ದಾಖಲಾಗಿದೆ. ಕ್ರಿಕೆಟ್ ಬಗ್ಗೆ ಸಲಹೆಗಳನ್ನು ನೀಡುವುದಾಗಿ ತನ್ನೊಂದಿಗೆ ಆತ್ಮೀಯತೆ ಹೆಚ್ಚಿಸಿಕೊಂಡಿದ್ದ ದಯಾಳ್, ಎರಡು ವರ್ಷಗಳ ಕಾಲ ನನ್ನನ್ನು ಭಾವನಾತ್ಮಕವಾಗಿ ಬ್ಲ್ಯಾಕ್‌ಮೇಲ್ ಮಾಡಿ ನನ್ನ ಮೇಲೆ ಹಲವು ಬಾರಿ ಲೈಂಗಿಕ ದೌರ್ಜನ್ಯ ಎಸಗಿದ್ದಾರೆ ಎಂದು ಯುವತಿ ದೂರಿನಲ್ಲಿ ಉಲ್ಲೇಖಿಸಿದ್ದಾಳೆ. ಗಮನಿಸಬೇಕಾದ ಸಂಗತಿಯೆಂದರೆ, ಯಶ್ ದಯಾಳ್ ಯುವತಿ ಮೇಲೆ ಲೈಂಗಿಕ ದೌರ್ಜನ್ಯ ಎಸಗಿದ ಸಂದರ್ಭದಲ್ಲಿ ಆಕೆಯ ವಯಸ್ಸು 18 ವರ್ಷಕ್ಕಿಂತ ಕಡಿಮೆ ಇತ್ತು ಎಂದು ವರದಿಯಾಗಿದೆ. ಹೀಗಾಗಿ ಪೊಲೀಸರು ಪೋಕ್ಸೋ ಕಾಯ್ದೆ ಅಡಿಯಲ್ಲಿ ಪ್ರಕರಣ ದಾಖಲಿಸಿರುವುದಾಗಿ ತಿಳಿದುಬಂದಿದೆ. ಯುವತಿ ದೂರು ನೀಡಿರುವ ಪ್ರಕಾರ, ಎರಡು ವರ್ಷಗಳ ಹಿಂದೆ ಐಪಿಎಲ್ ಪಂದ್ಯವನ್ನಾಡಲು ಯಶ್ ದಯಾಳ್ ಜೈಪುರಕ್ಕೆ ಬಂದಿದ್ದರು. ಆ ವೇಳೆ ನಾನು ಅಪ್ರಾಪ್ತ [910, 474, 1177, 778]
kuldeep-headline: ಕುಲ್ದೀಪ್‌ಗೆ ಅವಕಾಶ ನೀಡಬೇಕಿತ್ತು [1014, 1062, 1360, 1099]
windies-column-1: ವೆಸ್ಟ್ ಇಂಡೀಸ್ ಪ್ರವಾಸದಲ್ಲಿ ಆಸ್ಟ್ರೇಲಿಯಾ ಭರ್ಜರಿ ಪ್ರದರ್ಶನ ನೀಡಿದೆ. ಸೋಮವಾರ ನಡೆದ ಐದನೇ ಟಿ20 ಪಂದ್ಯವನ್ನು ಸಹ ಆಸ್ಟ್ರೇಲಿಯಾ 3 ವಿಕೆಟ್‌ಗಳಿಂದ ಗೆದ್ದು, ಆಡಿರುವ ಟೆಸ್ಟ್ ಹಾಗೂ ಟಿ20 ಸರಣಿಯಲ್ಲಿ ಕ್ಲೀನ್ ಸ್ವೀಪ್ ಸಾಧನೆ ಮಾಡಿದೆ. ಟೂರ್ನಿಯಲ್ಲಿ ಅಮೋಘ ಪ್ರದರ್ಶನ ನೀಡಿದ ಕ್ಯಾಮರೂನ್ ಗ್ರೀನ್ ಅವರಿಗೆ ಸರಣಿ ಶ್ರೇಷ್ಠ ಪ್ರಶಸ್ತಿಯನ್ನು ನೀಡಿ ಗೌರವಿಸಲಾಗಿದೆ. ಟಾಸ್ ಸೋತರೂ ಮೊದಲು ಬ್ಯಾಟ್ ಮಾಡಿದ ವಿಂಡೀಸ್ ಆರಂಭ ಕಳಪೆಯಾಗಿತ್ತು. ಆರಂಭಿಕರಾದ ಬ್ರಾಂಡನ್ ಕಿಂಗ್ (11), ನಾಯಕ ಶಾಯ್ ಹೋಪ್ (9) ದೊಡ್ಡ ಇನ್ನಿಂಗ್ಸ್ ಕಟ್ಟುವಲ್ಲಿ ವಿಫಲರಾದರು. ಮಧ್ಯಮ ಕ್ರಮಾಂಕದಲ್ಲಿ ಕೀಸಿ ಕಾರ್ಟಿ (1) ಬಂದು ಹೋಗುವ ಸಂಪ್ರದಾಯವನ್ನು ಮುಗಿಸಿದರು. 32 ರನ್‌ಗಳಿಗೆ 3 ವಿಕೆಟ್ ಕಳೆದುಕೊಂಡು ಸಂಕಷ್ಟದಲ್ಲಿ ತಂಡಕ್ಕೆ ಶೆರ್ಫೇನ್ ರುದರ್ಫೋರ್ಡ್ ಹಾಗೂ ಶಿಮ್ರಾನ್ ಹೆಟ್ಮೆಯರ್ ಕೊಂಚ ಆಧಾರವಾದರು. ಈ ಜೋಡಿ ಮೂರನೇ ವಿಕೆಟ್‌ಗೆ 18 ಎಸೆತದಲ್ಲಿ 32 ರನ್ ಸೇರಿಸಿತು. ಶೆರ್ಫೇನ್ ರುದರ್ಫೋರ್ಡ್ 17 ಎಸೆತಗಳಲ್ಲಿ 35 ರನ್ ಬಾರಿಸಿ ಔಟ್ ಆದರು. ವೆಸ್ಟ್ ಇಂಡೀಸ್ ಪ್ರವಾಸದಲ್ಲಿ ಆಸ್ಟ್ರೇಲಿಯಾ ಭರ್ಜರಿ ಪ್ರದರ್ಶನ ನೀಡಿದೆ. ಸೋಮವಾರ ನಡೆದ ಐದನೇ ಟಿ20 ಪಂದ್ಯವನ್ನು ಸಹ ಆಸ್ಟ್ರೇಲಿಯಾ 3 ವಿಕೆಟ್‌ಗಳಿಂದ ಗೆದ್ದು, ಆಡಿರುವ ಟೆಸ್ಟ್ ಹಾಗೂ ಟಿ20 ಸರಣಿಯಲ್ಲಿ [74, 968, 340, 1308]
masthead-title-kn: ಪಂಚಾಯತ್ ಸ್ವರಾಜ ಸಮಾಚಾರ [569, 87, 819, 115]
west-indies-t20-logo-right: WEST INDIES T20 [822, 1240, 873, 1309]
